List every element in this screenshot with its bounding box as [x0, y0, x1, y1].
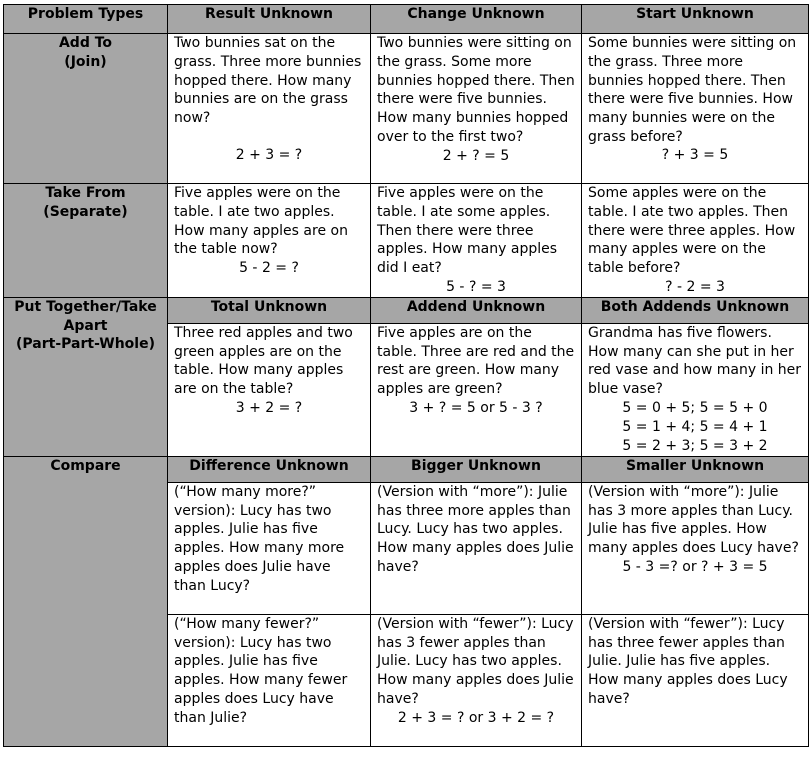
- add-to-start-equation: ? + 3 = 5: [661, 147, 729, 163]
- compare-smaller-more-equation: 5 - 3 =? or ? + 3 = 5: [622, 558, 768, 575]
- put-together-both-equation-2: 5 = 1 + 4; 5 = 4 + 1: [622, 418, 768, 435]
- compare-bigger-fewer-cell: [371, 614, 582, 746]
- add-to-title: Add To: [58, 35, 113, 51]
- take-from-result-equation: 5 - 2 = ?: [239, 260, 299, 276]
- compare-difference-more-text: (“How many more?” version): Lucy has two apples. Julie has five apples. How many more apples does Julie have than Lucy?: [174, 483, 345, 594]
- compare-smaller-fewer-cell: [582, 614, 809, 746]
- take-from-result-cell: [168, 184, 371, 298]
- put-together-subtitle: (Part-Part-Whole): [16, 336, 155, 353]
- compare-smaller-more-text: (Version with “more”): Julie has 3 more apples than Lucy. Julie has five apples. How many apples does Lucy have?: [588, 483, 799, 557]
- put-together-addend-cell: [371, 323, 582, 456]
- add-to-label: [4, 34, 168, 184]
- add-to-result-equation: 2 + 3 = ?: [235, 147, 303, 163]
- header-row: [4, 5, 809, 34]
- compare-difference-more-cell: [168, 482, 371, 614]
- subheader-both-addends-unknown: Both Addends Unknown: [582, 297, 809, 323]
- add-to-subtitle: (Join): [64, 53, 107, 70]
- header-problem-types: Problem Types: [4, 5, 168, 34]
- put-together-total-equation: 3 + 2 = ?: [235, 399, 303, 416]
- put-together-title-2: Apart: [63, 317, 108, 334]
- subheader-bigger-unknown: Bigger Unknown: [371, 456, 582, 482]
- add-to-start-text: Some bunnies were sitting on the grass. Three more bunnies hopped there. Then there were five bunnies. How many bunnies were on the grass before?: [588, 35, 797, 145]
- compare-bigger-more-cell: [371, 482, 582, 614]
- header-start-unknown: Start Unknown: [582, 5, 809, 34]
- header-result-unknown: Result Unknown: [168, 5, 371, 34]
- take-from-change-cell: [371, 184, 582, 298]
- take-from-start-equation: ? - 2 = 3: [665, 278, 725, 295]
- subheader-difference-unknown: Difference Unknown: [168, 456, 371, 482]
- compare-smaller-fewer-text: (Version with “fewer”): Lucy has three fewer apples than Julie. Julie has five apples. How many apples does Lucy have?: [588, 615, 788, 707]
- subheader-smaller-unknown: Smaller Unknown: [582, 456, 809, 482]
- problem-types-table: [3, 4, 809, 747]
- compare-bigger-fewer-text: (Version with “fewer”): Lucy has 3 fewer apples than Julie. Lucy has two apples. How many apples does Julie have?: [377, 615, 574, 707]
- compare-subheader-row: [4, 456, 809, 482]
- put-together-both-equation-1: 5 = 0 + 5; 5 = 5 + 0: [622, 399, 768, 416]
- add-to-result-cell: [168, 34, 371, 184]
- compare-smaller-more-cell: [582, 482, 809, 614]
- put-together-addend-text: Five apples are on the table. Three are red and the rest are green. How many apples are green?: [377, 324, 575, 398]
- take-from-label: [4, 184, 168, 298]
- put-together-both-cell: [582, 323, 809, 456]
- compare-difference-fewer-cell: [168, 614, 371, 746]
- take-from-row: [4, 184, 809, 298]
- put-together-addend-equation: 3 + ? = 5 or 5 - 3 ?: [409, 399, 543, 416]
- subheader-addend-unknown: Addend Unknown: [371, 297, 582, 323]
- add-to-start-cell: [582, 34, 809, 184]
- put-together-label: [4, 297, 168, 456]
- header-change-unknown: Change Unknown: [371, 5, 582, 34]
- take-from-result-text: Five apples were on the table. I ate two apples. How many apples are on the table now?: [174, 185, 348, 258]
- take-from-start-cell: [582, 184, 809, 298]
- put-together-total-cell: [168, 323, 371, 456]
- put-together-both-text: Grandma has five flowers. How many can she put in her red vase and how many in her blue vase?: [588, 324, 802, 398]
- compare-difference-fewer-text: (“How many fewer?” version): Lucy has two apples. Julie has five apples. How many fewer apples does Lucy have than Julie?: [174, 615, 348, 726]
- take-from-title: Take From: [45, 185, 126, 201]
- add-to-change-equation: 2 + ? = 5: [442, 147, 510, 164]
- put-together-both-equation-3: 5 = 2 + 3; 5 = 3 + 2: [622, 437, 768, 454]
- take-from-change-text: Five apples were on the table. I ate some apples. Then there were three apples. How many apples did I eat?: [377, 185, 558, 277]
- compare-bigger-more-text: (Version with “more”): Julie has three more apples than Lucy. Lucy has two apples. How many apples does Julie have?: [377, 483, 574, 575]
- add-to-change-text: Two bunnies were sitting on the grass. Some more bunnies hopped there. Then there were five bunnies. How many bunnies hopped over to the first two?: [377, 35, 575, 145]
- add-to-row: [4, 34, 809, 184]
- subheader-total-unknown: Total Unknown: [168, 297, 371, 323]
- put-together-subheader-row: [4, 297, 809, 323]
- compare-bigger-fewer-equation: 2 + 3 = ? or 3 + 2 = ?: [397, 709, 555, 726]
- add-to-result-text: Two bunnies sat on the grass. Three more bunnies hopped there. How many bunnies are on the grass now?: [174, 35, 362, 127]
- put-together-total-text: Three red apples and two green apples are on the table. How many apples are on the table?: [174, 324, 353, 398]
- take-from-start-text: Some apples were on the table. I ate two apples. Then there were three apples. How many apples were on the table before?: [588, 185, 796, 277]
- take-from-change-equation: 5 - ? = 3: [446, 278, 506, 295]
- add-to-change-cell: [371, 34, 582, 184]
- take-from-subtitle: (Separate): [43, 203, 128, 220]
- put-together-title: Put Together/Take: [14, 298, 157, 315]
- compare-label: Compare: [4, 456, 168, 746]
